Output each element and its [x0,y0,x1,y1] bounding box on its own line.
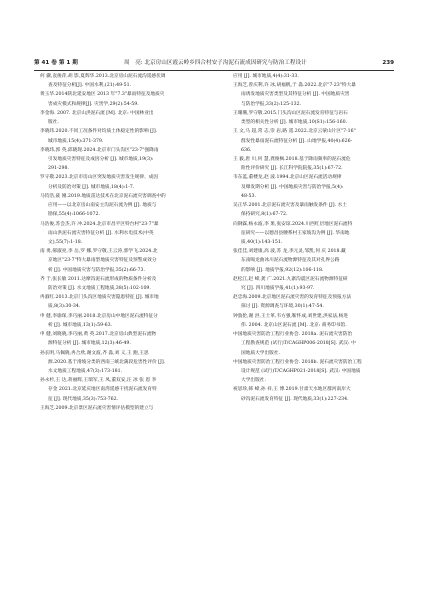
reference-line: 李金海. 2007. 北京山洪泥石流 [M]. 北京: 中国林业出 [40,110,154,116]
reference-entry [40,330,210,348]
reference-continuation: 伟. 2004. 北京山区泥石流 [M]. 北京: 商务印书馆. [241,322,347,328]
reference-line: 南 勇,郝淑亮,李 岳,罗 娜,罗守敬,王云涛,郭学飞.2024.北 [40,249,158,255]
reference-line: 黄玉华.2014陕北延安地区 2013 年"7.3"暴雨特征及地质灾 [40,92,165,98]
reference-line: 王珊珊,罗守敬.2015.门头沟山区泥石流发育特征与岩石 [233,110,348,116]
reference-line: 王 文,马 超,常 志,崇 岩,路 遥.2022.北京云蒙山片区"7·16" [233,129,356,135]
reference-entry [233,127,403,155]
reference-continuation: 与防治学报,33(2):125-132. [241,101,302,107]
reference-continuation: 类型的相关性分析 [J]. 城市地质,10(S1):156-160. [241,120,348,126]
reference-entry [40,293,210,311]
reference-line: 孙永杉,王 达,蒋丽辉,王瑞军,王 凤,董双安,汪 冰 张 恩 李 [40,378,157,384]
reference-continuation: 防治对策 [J]. 水文地质工程地质,38(5):102-109. [48,286,151,292]
reference-continuation: 应用——以北京房山南安主沟泥石流为例 [J]. 地质与 [48,203,157,209]
reference-entry [233,275,403,293]
reference-continuation: 国地质大学出版社. [241,350,280,356]
reference-continuation: 版社. [48,120,59,126]
reference-entry [233,220,403,248]
reference-continuation: 水文地质工程地质,47(3):173-181. [48,369,123,374]
reference-entry [233,330,403,358]
reference-entry [40,192,210,220]
reference-continuation: 引发地质灾害特征及成因分析 [J]. 城市地质,19(3): [48,156,154,162]
reference-line: 赵忠海.2009.北京地区泥石流灾害的发育特征及预报方法 [233,295,352,301]
reference-continuation: 勘探,55(4):1066-1072. [48,212,100,218]
reference-continuation: 险性评价研究 [J]. 长江科学院院报,35(1):67-72. [241,166,343,172]
header-rule [34,70,394,71]
reference-entry [40,146,210,174]
reference-line: 马钧浩,聂 刚.2019.地质雷达技术在北京泥石流灾害调查中的 [40,193,166,199]
reference-line: 吴正华.2001.北京泥石流灾害及暴雨触发条件 [J]. 水土 [233,203,347,209]
reference-line: 张佳佳,刘建康,高 波,苏 龙,李元灵,邹凯,何 庆 2018.藏 [233,249,346,255]
reference-entry [40,404,210,413]
reference-line: 应用 [J]. 城市地质,4(4):31-33. [233,74,299,79]
reference-line: 冉淑红.2013.北京门头沟区地质灾害隐患特征 [J]. 城市地 [40,295,159,301]
reference-continuation: 析 [J]. 城市地质,13(1):59-63. [48,322,113,328]
reference-line: 罗守敬.2023.北京市房山区突发地质灾害发生规律、成因 [40,175,159,181]
reference-entry [233,81,403,109]
reference-continuation: 城市地质,15(4):371-379. [48,138,104,144]
reference-continuation: 质,8(3):30-34. [48,304,81,310]
reference-continuation: 291-298. [48,166,69,172]
reference-continuation: 究 [J]. 四川地质学报,41(1):93-97. [241,286,315,292]
reference-entry [40,173,210,191]
reference-entry [40,72,210,90]
reference-continuation: 的影响 [J]. 地质学报,92(12):106-118. [241,267,324,273]
reference-line: 钟敦伦,谢 洪,王士革,韦方强,靳怀成,刘世建,洪家法,杨进 [233,313,349,319]
reference-entry [40,220,210,248]
reference-line: 马浩俊,苏会杰,许 冲.2024.北京市昌平区特台村"23·7"暴 [40,221,159,227]
reference-entry [40,275,210,293]
reference-continuation: 及爆发期分析 [J]. 中国地质灾害与防治学报,5(4): [241,184,344,190]
reference-column-right [233,72,403,404]
reference-continuation: 存金 2021.北京延庆地区南湾遥感干扰泥石流发育特 [48,387,157,393]
volume-label: 第 41 卷 第 1 期 [34,60,78,66]
reference-line: 王海芝,曾庆利,许 冰,胡福帆,于 淼.2022.北京"7·23"特大暴 [233,83,356,89]
reference-entry [233,358,403,386]
reference-continuation: 析 [J]. 中国地质灾害与防治学报,35(2):66-73. [48,267,145,273]
reference-line: 向钢霖,杨永波,李 果,张安琼.2024.川西红层地区泥石流特 [233,221,353,227]
reference-entry [233,247,403,275]
reference-continuation: 害成灾模式和规律[J]. 灾害学,29(2):54-59. [48,101,139,107]
reference-line: 韦东蓝,董楼龙,赵 波.1994.北京山区泥石流活动规律 [233,175,342,181]
reference-line: 孙长明,马佩晓,冉合欣,谢文波,齐 淼,刘 义,王 跑,王思 [40,350,149,356]
reference-line: 中国地质灾害防治工程行业协会. 2018b. 泥石流灾害防治工程 [233,359,362,365]
reference-continuation: 源.2020.基于滑坡分类的西南三峡北蒲段危害性评价 [J]. [48,359,166,365]
reference-line: 何 骥,袁俊萍,胡 影,夏辉华.2013.北京房山泥石流沟遥感伏调 [40,74,166,79]
reference-entry [40,90,210,108]
running-title: 周 亮: 北京房山区霞云岭乡四合村安子沟泥石流成因研究与防治工程设计 [124,60,307,66]
reference-continuation: 保持研究,8(1):67-72. [241,212,288,218]
reference-line: 李晓玮,郭 英,邱晓现.2024.北京市门头沟区"23·7"强降雨 [40,147,159,153]
reference-continuation: 群发性暴雨泥石流特征分析 [J]. 山地学报,40(4):626- [241,138,353,144]
reference-continuation: 京地区"23·7"特大暴雨型地质灾害特征及预警成效分 [48,258,157,264]
reference-continuation: 砂沟泥石流发育特征 [J]. 现代地质,33(1):227-234. [241,396,349,402]
reference-continuation: 分析及防治对策 [J]. 城市地质,18(4):1-7. [48,184,135,190]
reference-entry [40,127,210,145]
reference-continuation: 文),55(7):1-18. [48,239,83,245]
reference-line: 申 健,李瑜琛,李巧丽.2018.北京房山中地区泥石流特征分 [40,313,158,319]
reference-continuation: 雨诱发地质灾害类型及其特征分析 [J]. 中国地质灾害 [241,92,350,98]
reference-entry [40,312,210,330]
reference-entry [40,376,210,404]
reference-line: 齐 于,张长敏 2011.达摩沟泥石流形成的物质条件分析及 [40,276,157,282]
reference-continuation: 大学出版社. [241,378,266,384]
reference-continuation: 探讨 [J]. 资源调查与环境,30(1):47-54. [241,304,324,310]
reference-line: 王 毅,唐 川,何 慧,龚俊枫.2018.基于降雨频率的泥石流危 [233,156,351,162]
reference-continuation: 工程勘查规范 (试行)T/CAGHP006-2018[S]. 武汉: 中 [241,341,356,347]
reference-line: 赵松江,赵 峰,龚 广.2021.九寨沟震区泥石流物源特征研 [233,276,348,282]
reference-entry [40,247,210,275]
reference-line: 申 健,刘晓晓,李巧丽,黄 英.2017.北京房山典型泥石流物 [40,332,157,338]
reference-continuation: 636. [241,147,252,153]
reference-continuation: 源特征分析 [J]. 城市地质,12(3):46-49. [48,341,131,347]
reference-continuation: 征研究——以德昌县腰系村王家坡沟为例 [J]. 华南地 [241,230,350,236]
reference-entry [233,201,403,219]
reference-entry [233,155,403,173]
reference-column-left [40,72,210,413]
reference-entry [40,349,210,377]
reference-continuation: 征 [J]. 现代地质,35(3):753-762. [48,396,119,402]
reference-line: 王海芝.2009.北京景区泥石流灾害情评估模型的建立与 [40,405,154,411]
reference-continuation: 设计规范 (试行)T/CAGHP021-2018[S]. 武汉: 中国地质 [241,369,361,374]
reference-entry [233,385,403,403]
reference-line: 李晓玮.2020.不同工况条件对均质土体稳定性的影响 [J]. [40,129,158,135]
reference-continuation: 48-53. [241,193,257,199]
reference-entry [40,109,210,127]
reference-continuation: 查及特征分析[J]. 中国水利,(21):49-51. [48,83,132,89]
reference-line: 祝思珍,韩 峰,孙 祥,王 博.2019.甘肃天水地区群河南岸大 [233,387,351,393]
reference-continuation: 雨山洪泥石流灾害特征分析 [J]. 水利水电技术(中英 [48,230,154,236]
reference-continuation: 东南喝龙曲冰川泥石流物源特征及其对孔界公路 [241,258,340,264]
reference-entry [233,173,403,201]
reference-continuation: 质,40(1):143-151. [241,239,283,245]
page-number: 239 [382,60,394,66]
reference-line: 中国地质灾害防治工程行业协会. 2018a. 泥石流灾害防治 [233,332,353,338]
reference-entry [233,72,403,81]
running-header [34,57,394,69]
reference-entry [233,312,403,330]
reference-entry [233,293,403,311]
reference-entry [233,109,403,127]
